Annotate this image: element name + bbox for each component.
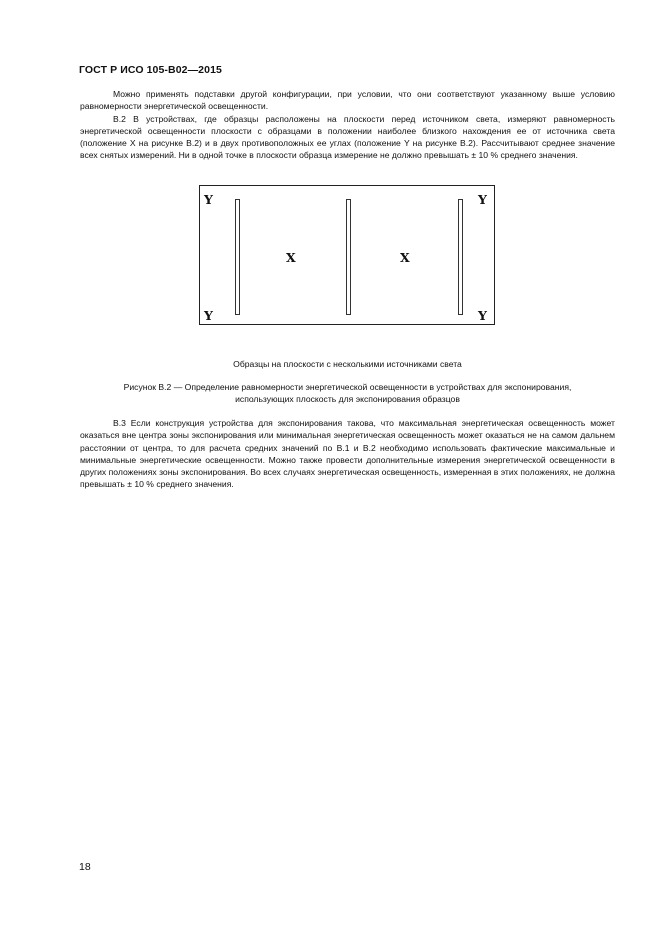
position-y-top-right: Y <box>478 192 487 207</box>
figure-caption-line-1: Рисунок В.2 — Определение равномерности энергетической освещенности в устройствах для экспонирования, <box>123 382 572 392</box>
paragraph-b3-container <box>80 417 615 491</box>
position-y-bottom-left: Y <box>204 308 213 323</box>
position-y-top-left: Y <box>204 192 213 207</box>
light-source-bar-left <box>235 199 240 315</box>
page-number: 18 <box>79 861 91 873</box>
paragraph-b3: В.3 Если конструкция устройства для экспонирования такова, что максимальная энергетическая освещенность может оказаться вне центра зоны экспонирования или минимальная энергетическая освещенность может оказаться не на самом дальнем расстоянии от центра, то для расчета средних значений по В.1 и В.2 необходимо использовать фактические максимальные и минимальные энергетические освещенности. Можно также провести дополнительные измерения энергетической освещенности в других положениях зоны экспонирования. Во всех случаях энергетическая освещенность, измеренная в этих положениях, не должна превышать ± 10 % среднего значения. <box>80 418 615 490</box>
document-header: ГОСТ Р ИСО 105-B02—2015 <box>79 64 222 76</box>
light-source-bar-right <box>458 199 463 315</box>
position-y-bottom-right: Y <box>478 308 487 323</box>
position-x-right: X <box>400 250 410 265</box>
figure-b2-diagram <box>199 185 495 325</box>
figure-subcaption: Образцы на плоскости с несколькими источниками света <box>233 359 462 369</box>
position-x-left: X <box>286 250 296 265</box>
figure-caption-line-2: использующих плоскость для экспонирования образцов <box>235 394 460 404</box>
paragraph-1: Можно применять подставки другой конфигурации, при условии, что они соответствуют указанному выше условию равномерности энергетической освещенности. <box>80 89 615 112</box>
light-source-bar-center <box>346 199 351 315</box>
paragraph-b2: В.2 В устройствах, где образцы расположены на плоскости перед источником света, измеряют равномерность энергетической освещенности плоскости с образцами в положении наиболее близкого нахождения ее от источника света (положение X на рисунке В.2) и в двух противоположных ее углах (положение Y на рисунке В.2). Рассчитывают среднее значение всех снятых измерений. Ни в одной точке в плоскости образца измерение не должно превышать ± 10 % среднего значения. <box>80 113 615 161</box>
paragraph-stands <box>80 88 615 162</box>
